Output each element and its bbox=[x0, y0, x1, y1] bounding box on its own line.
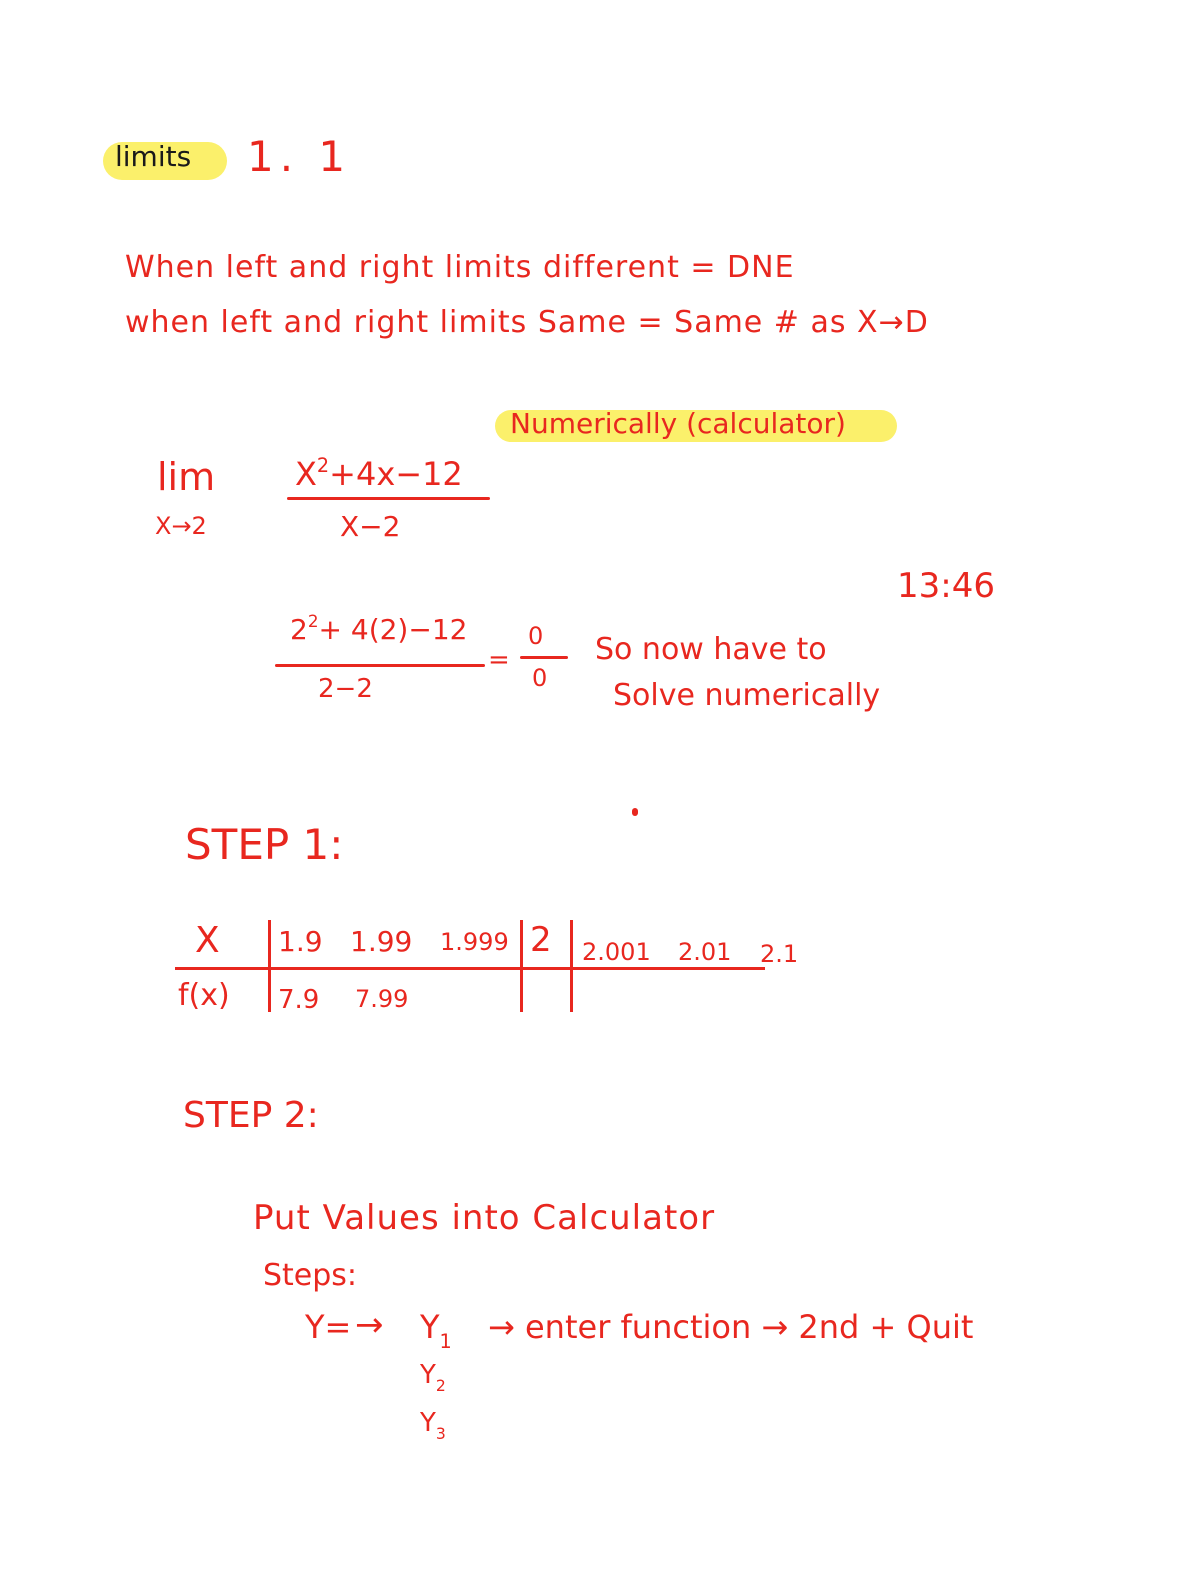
step2-y1 bbox=[420, 1308, 452, 1353]
limit-numerator bbox=[295, 455, 463, 493]
substitution-note-line2: Solve numerically bbox=[613, 678, 881, 713]
step2-sequence-rest: → enter function → 2nd + Quit bbox=[488, 1308, 974, 1346]
substitution-numerator-exponent: 2 bbox=[307, 611, 319, 632]
step2-instruction: Put Values into Calculator bbox=[253, 1198, 716, 1238]
rule-different-limits: When left and right limits different = DNE bbox=[125, 250, 795, 285]
section-number: 1. 1 bbox=[247, 132, 352, 181]
step1-label: STEP 1: bbox=[185, 820, 344, 869]
table-divider-left-of-2 bbox=[520, 920, 523, 1012]
limit-numerator-exponent: 2 bbox=[316, 453, 330, 477]
rule-same-limits: when left and right limits Same = Same # as X→D bbox=[125, 305, 929, 340]
table-f-value: 7.9 bbox=[278, 985, 320, 1015]
table-f-label: f(x) bbox=[178, 978, 230, 1013]
step2-y2-letter: Y bbox=[420, 1360, 436, 1390]
substitution-denominator: 2−2 bbox=[318, 674, 373, 704]
result-denominator: 0 bbox=[532, 664, 548, 692]
timestamp: 13:46 bbox=[897, 566, 995, 606]
limit-denominator: X−2 bbox=[340, 510, 401, 543]
substitution-numerator-rest: + 4(2)−12 bbox=[318, 613, 468, 646]
lim-symbol: lim bbox=[157, 455, 216, 499]
limit-numerator-base: X bbox=[295, 455, 317, 493]
substitution-numerator bbox=[290, 613, 467, 646]
substitution-equals: = bbox=[488, 645, 510, 675]
table-divider-labels bbox=[268, 920, 271, 1012]
table-divider-right-of-2 bbox=[570, 920, 573, 1012]
lim-approach: X→2 bbox=[155, 512, 207, 540]
step2-y1-letter: Y bbox=[420, 1308, 440, 1346]
step2-y-equals: Y= bbox=[305, 1308, 352, 1346]
substitution-note-line1: So now have to bbox=[595, 632, 827, 667]
step2-y3 bbox=[420, 1408, 446, 1443]
table-f-value: 7.99 bbox=[355, 985, 409, 1013]
step2-arrow: → bbox=[355, 1305, 384, 1345]
substitution-fraction-bar bbox=[275, 664, 485, 667]
ink-dot bbox=[632, 808, 638, 816]
step2-y3-letter: Y bbox=[420, 1408, 436, 1438]
result-numerator: 0 bbox=[528, 622, 544, 650]
step2-steps-label: Steps: bbox=[263, 1258, 358, 1293]
table-x-value: 1.9 bbox=[278, 925, 323, 958]
topic-title: limits bbox=[115, 140, 192, 173]
table-x-value: 1.99 bbox=[350, 925, 413, 958]
substitution-numerator-base: 2 bbox=[290, 613, 308, 646]
table-horizontal-rule bbox=[175, 967, 765, 970]
table-x-value: 1.999 bbox=[440, 928, 509, 956]
table-x-value: 2.001 bbox=[582, 938, 651, 966]
step2-y2 bbox=[420, 1360, 446, 1395]
table-x-value: 2 bbox=[530, 920, 552, 960]
step2-y1-subscript: 1 bbox=[439, 1329, 452, 1353]
step2-y2-subscript: 2 bbox=[435, 1376, 446, 1395]
method-label: Numerically (calculator) bbox=[510, 407, 846, 440]
result-fraction-bar bbox=[520, 656, 568, 659]
limit-numerator-rest: +4x−12 bbox=[329, 455, 463, 493]
step2-label: STEP 2: bbox=[183, 1095, 319, 1136]
table-x-value: 2.01 bbox=[678, 938, 732, 966]
limit-fraction-bar bbox=[287, 497, 490, 500]
table-x-value: 2.1 bbox=[760, 940, 799, 968]
step2-y3-subscript: 3 bbox=[435, 1424, 446, 1443]
table-x-label: X bbox=[195, 920, 220, 961]
